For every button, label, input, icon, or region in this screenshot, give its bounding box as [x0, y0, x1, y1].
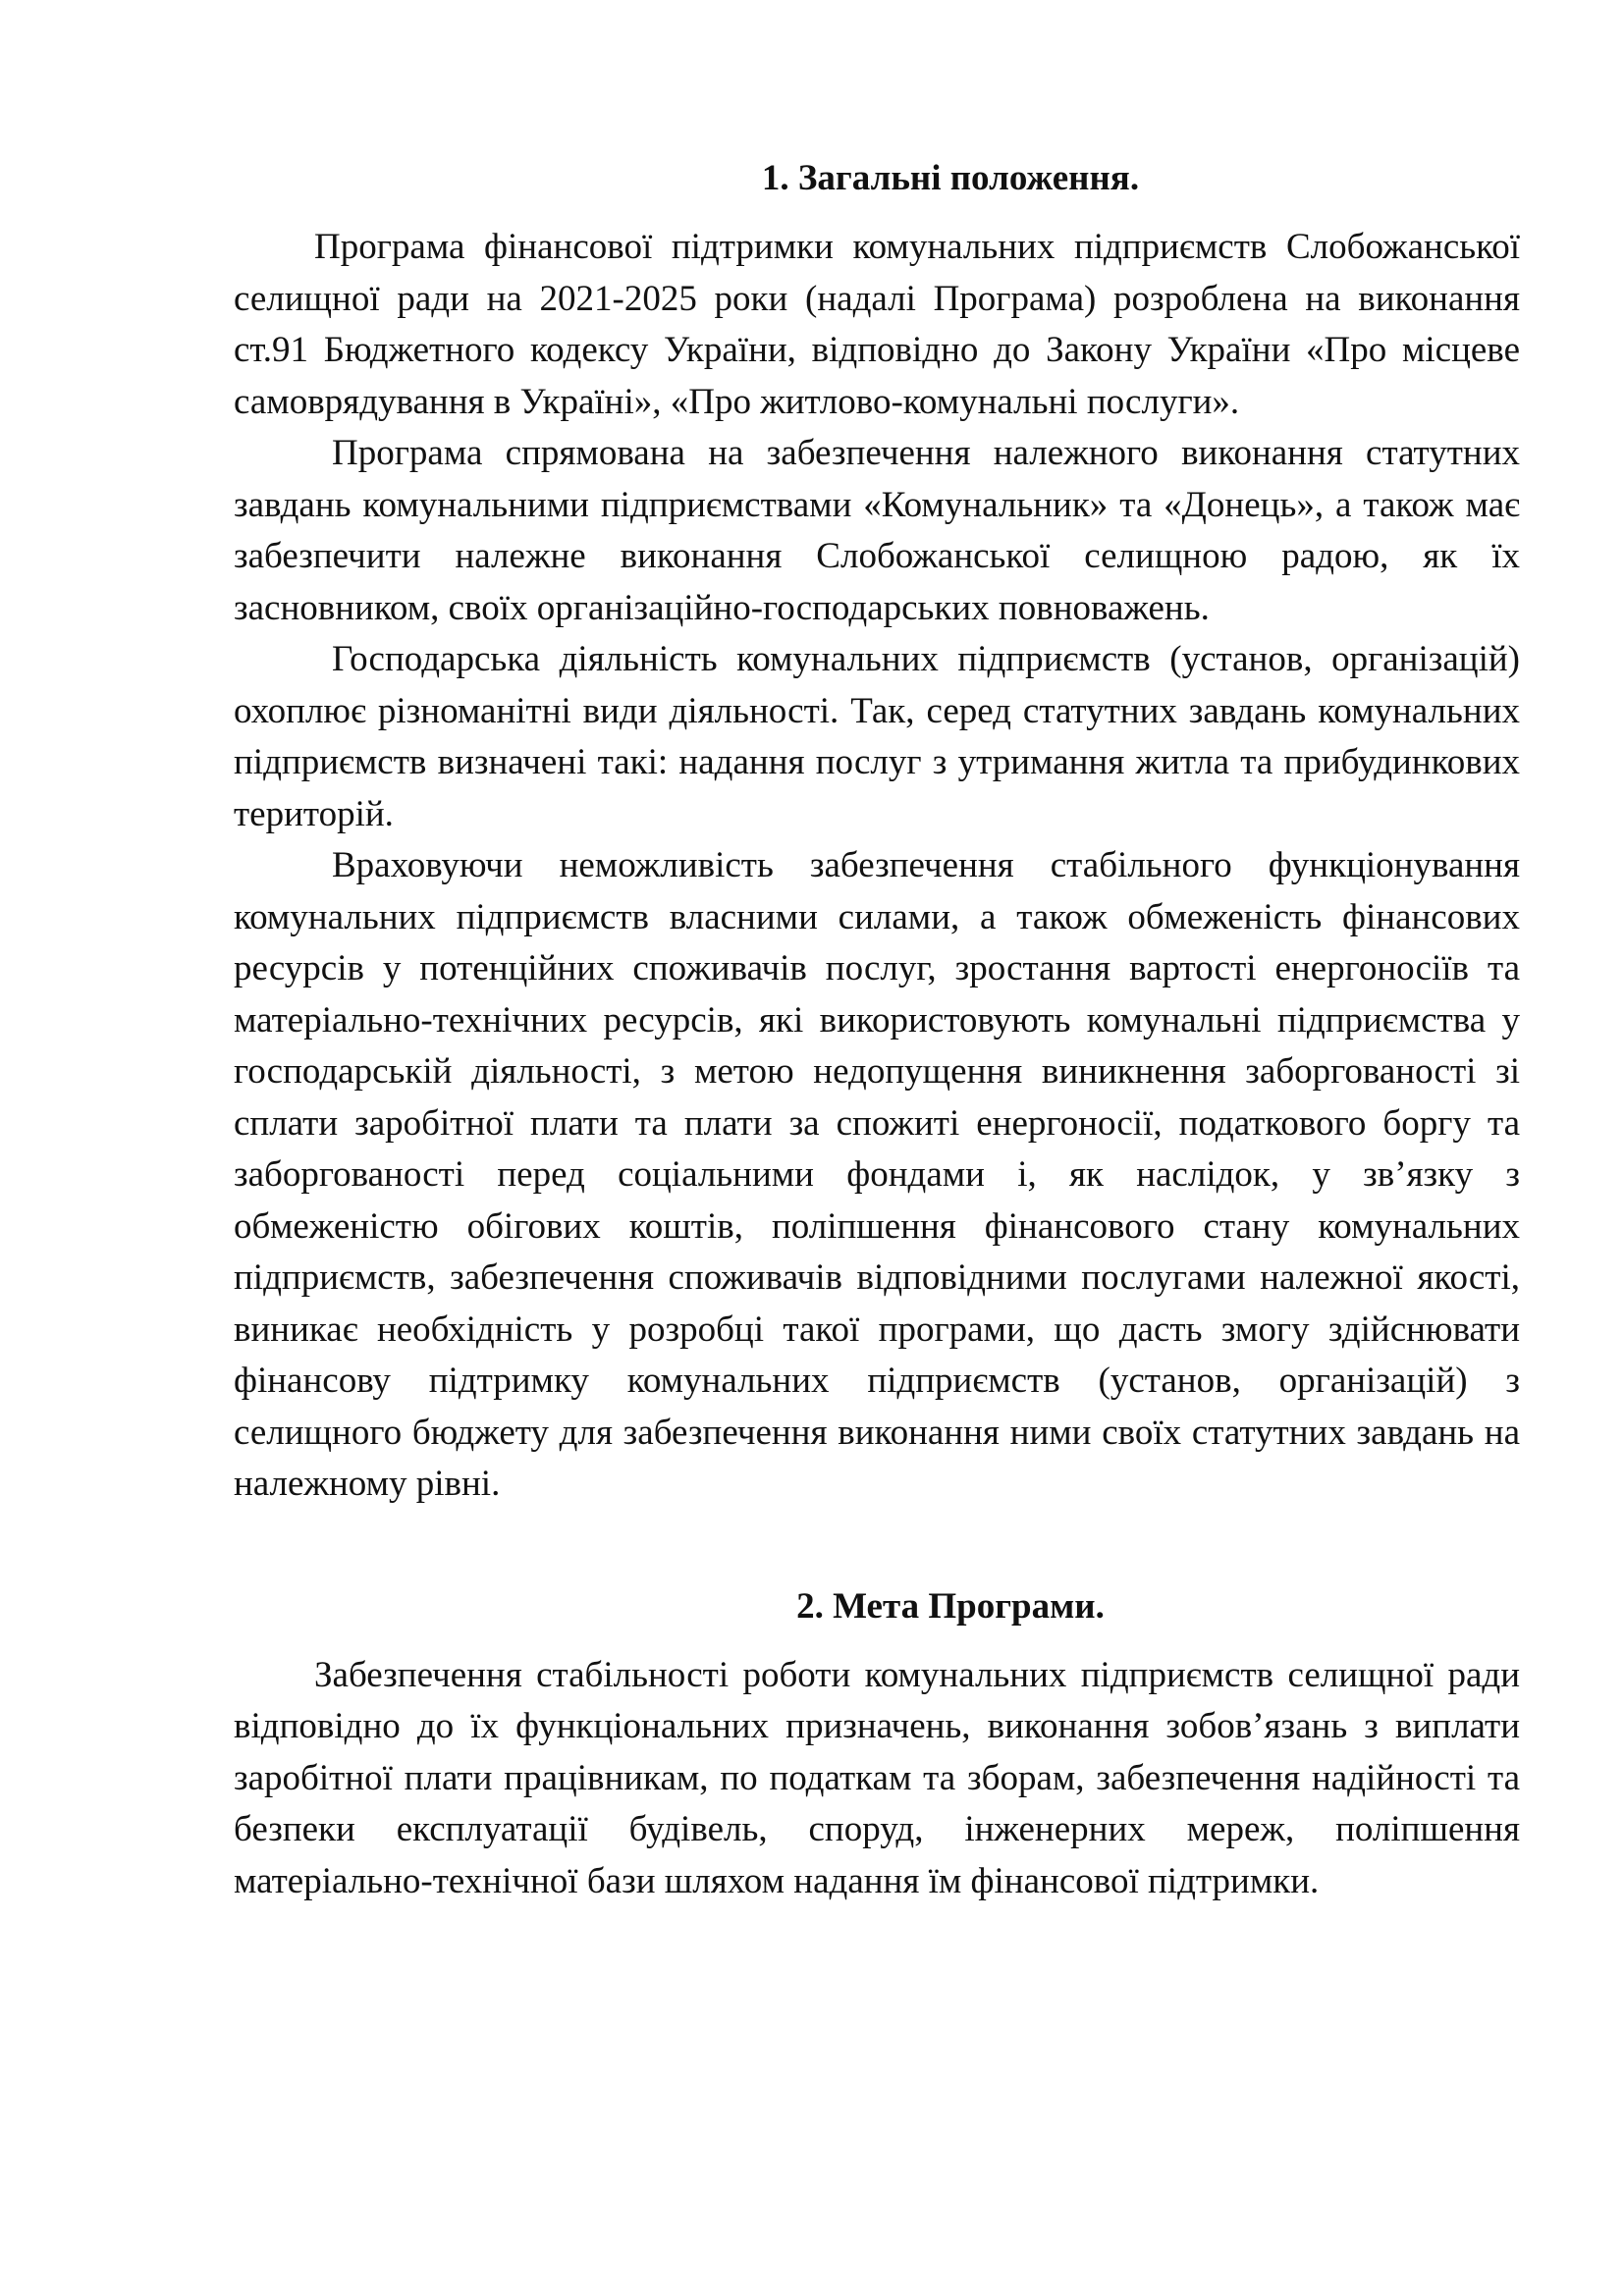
section-1-paragraph-2: Програма спрямована на забезпечення належного виконання статутних завдань комунальними підприємствами «Комунальник» та «Донець», а також має забезпечити належне виконання Слобожанської селищною радою, як їх засновником, своїх організаційно-господарських повноважень.: [234, 433, 1520, 628]
section-1-paragraph-4: Враховуючи неможливість забезпечення стабільного функціонування комунальних підприємств власними силами, а також обмеженість фінансових ресурсів у потенційних споживачів послуг, зростання вартості енергоносіїв та матеріально-технічних ресурсів, які використовують комунальні підприємства у господарській діяльності, з метою недопущення виникнення заборгованості зі сплати заробітної плати та плати за спожиті енергоносії, податкового боргу та заборгованості перед соціальними фондами і, як наслідок, у зв’язку з обмеженістю обігових коштів, поліпшення фінансового стану комунальних підприємств, забезпечення споживачів відповідними послугами належної якості, виникає необхідність у розробці такої програми, що дасть змогу здійснювати фінансову підтримку комунальних підприємств (установ, організацій) з селищного бюджету для забезпечення виконання ними своїх статутних завдань на належному рівні.: [234, 845, 1520, 1504]
document-body: [234, 153, 1520, 1907]
section-2-paragraph-1: Забезпечення стабільності роботи комунальних підприємств селищної ради відповідно до їх функціональних призначень, виконання зобов’язань з виплати заробітної плати працівникам, по податкам та зборам, забезпечення надійності та безпеки експлуатації будівель, споруд, інженерних мереж, поліпшення матеріально-технічної бази шляхом надання їм фінансової підтримки.: [234, 1654, 1520, 1901]
section-1-paragraph-3: Господарська діяльність комунальних підприємств (установ, організацій) охоплює різноманітні види діяльності. Так, серед статутних завдань комунальних підприємств визначені такі: надання послуг з утримання житла та прибудинкових територій.: [234, 639, 1520, 834]
section-2-heading: 2. Мета Програми.: [796, 1585, 1105, 1627]
section-1-paragraph-1: Програма фінансової підтримки комунальних підприємств Слобожанської селищної ради на 2021-2025 роки (надалі Програма) розроблена на виконання ст.91 Бюджетного кодексу України, відповідно до Закону України «Про місцеве самоврядування в Україні», «Про житлово-комунальні послуги».: [234, 227, 1520, 422]
section-1-heading: 1. Загальні положення.: [761, 158, 1140, 198]
